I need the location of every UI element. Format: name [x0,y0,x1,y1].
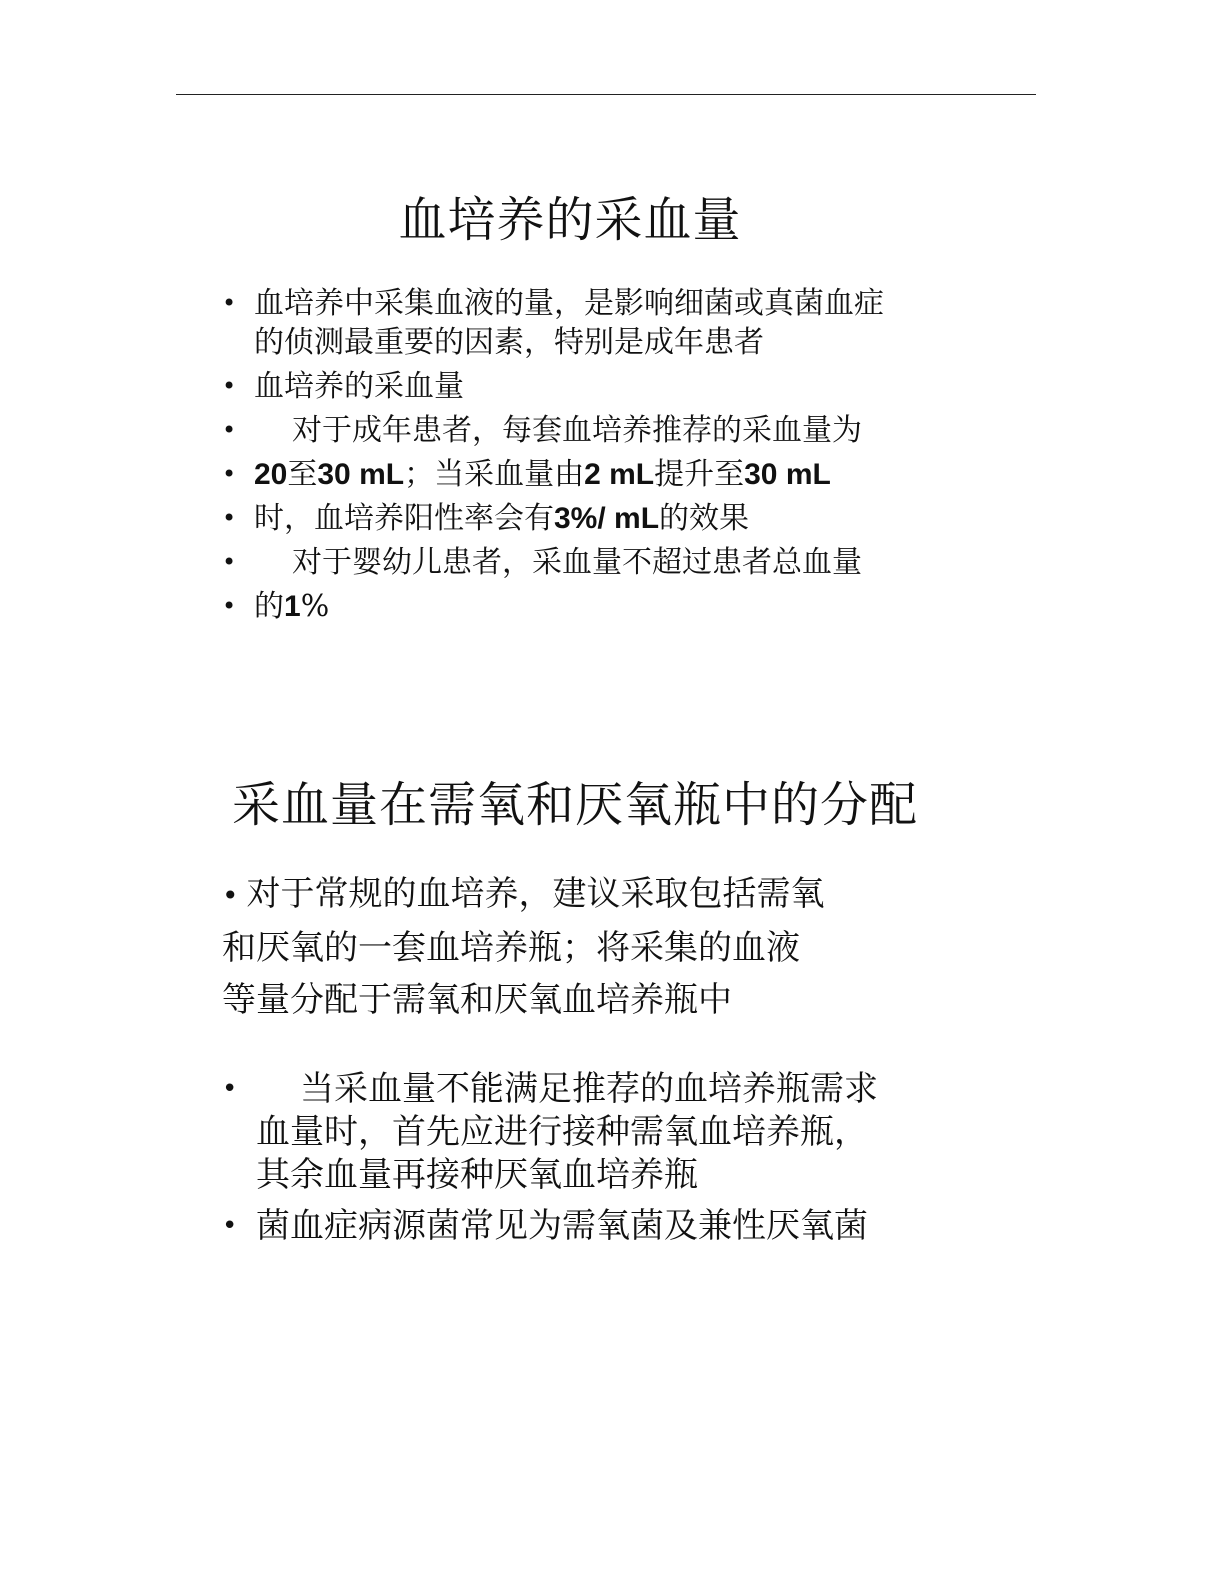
bullet-text: 的 [254,589,284,624]
section2-paragraph [222,868,825,1026]
bullet-icon: • [222,372,237,400]
list-item [222,284,894,362]
bullet-text: 的效果 [659,501,750,536]
bullet-icon: • [222,460,237,488]
percent-value: 1 [284,590,301,623]
section2-bullet-list [222,1068,942,1256]
bullet-text: 提升至 [654,457,745,492]
rate-value: 3%/ mL [554,502,660,535]
volume-value: 30 mL [317,458,405,491]
paragraph-line: 和厌氧的一套血培养瓶；将采集的血液 [222,928,800,968]
bullet-icon: • [222,504,237,532]
bullet-text: 对于成年患者，每套血培养推荐的采血量为 [292,413,862,448]
volume-value: 20 [254,458,288,491]
list-item [222,543,922,582]
volume-value: 30 mL [744,458,831,491]
bullet-text: % [300,589,330,624]
list-item [222,455,922,494]
paragraph-line-text: 对于常规的血培养，建议采取包括需氧 [246,874,825,914]
bullet-text: 菌血症病源菌常见为需氧菌及兼性厌氧菌 [256,1206,868,1246]
bullet-icon: • [222,548,237,576]
paragraph-line: 等量分配于需氧和厌氧血培养瓶中 [222,980,732,1020]
bullet-icon: • [222,879,239,912]
list-item [222,587,922,626]
list-item [222,1068,896,1197]
list-item [222,1205,942,1248]
volume-value: 2 mL [584,458,655,491]
bullet-text: 对于婴幼儿患者，采血量不超过患者总血量 [292,545,862,580]
bullet-text: 血培养中采集血液的量，是影响细菌或真菌血症的侦测最重要的因素，特别是成年患者 [254,286,884,360]
list-item [222,499,922,538]
list-item [222,411,922,450]
bullet-text: ；当采血量由 [404,457,585,492]
bullet-text: 时，血培养阳性率会有 [254,501,554,536]
list-item [222,367,922,406]
bullet-icon: • [222,1211,238,1241]
section1-title: 血培养的采血量 [398,192,742,248]
bullet-icon: • [222,289,237,317]
header-rule [176,94,1036,95]
bullet-text: 当采血量不能满足推荐的血培养瓶需求血量时，首先应进行接种需氧血培养瓶，其余血量再接种厌氧血培养瓶 [256,1069,878,1195]
bullet-icon: • [222,416,237,444]
bullet-text: 血培养的采血量 [254,369,464,404]
bullet-text: 至 [287,457,318,492]
bullet-icon: • [222,1074,238,1104]
section1-bullet-list [222,284,922,631]
section2-title: 采血量在需氧和厌氧瓶中的分配 [232,777,919,833]
bullet-icon: • [222,592,237,620]
paragraph-line [222,868,825,922]
